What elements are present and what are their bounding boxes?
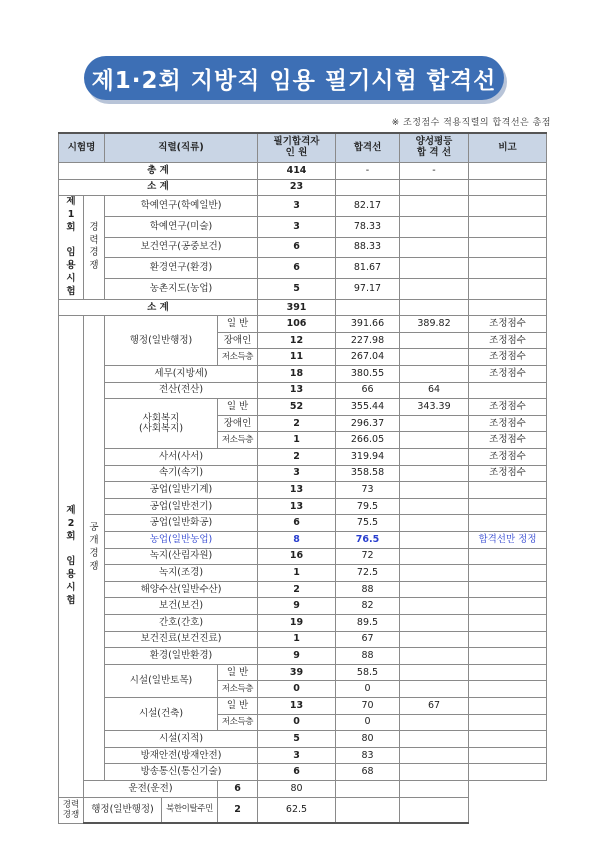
- adjusted-score-note: ※ 조정점수 적용직렬의 합격선은 총점: [391, 118, 551, 128]
- table-row: 보건진료(보건진료) 1 67: [59, 631, 547, 648]
- table-row: 세무(지방세) 18 380.55 조정점수: [59, 366, 547, 383]
- page-title: 제1·2회 지방직 임용 필기시험 합격선: [91, 67, 497, 94]
- table-row: 저소득층 11 267.04 조정점수: [59, 349, 547, 366]
- table-row: 시설(지적) 5 80: [59, 731, 547, 748]
- table-row: 사회복지 (사회복지) 일 반 52 355.44 343.39 조정점수: [59, 399, 547, 416]
- total-row: [59, 163, 547, 180]
- exam2-track-open: 공 개 경 쟁: [84, 316, 105, 781]
- table-row: 시설(건축) 일 반 13 70 67: [59, 697, 547, 714]
- table-row: 속기(속기) 3 358.58 조정점수: [59, 465, 547, 482]
- exam2-subtotal-count: 391: [258, 299, 336, 316]
- exam2-name: 제 2 회 임 용 시 험: [59, 316, 84, 797]
- welfare-job: 사회복지 (사회복지): [105, 399, 218, 449]
- table-row: 보건연구(공중보건) 6 88.33: [59, 237, 547, 258]
- exam2-subtotal-label: 소 계: [59, 299, 258, 316]
- civil-job: 시설(일반토목): [105, 664, 218, 697]
- admin-job: 행정(일반행정): [105, 316, 218, 366]
- header-row: [59, 133, 547, 163]
- header-cutoff: 합격선: [336, 133, 400, 163]
- cutoff-table: [58, 132, 547, 824]
- table-row: 학예연구(미술) 3 78.33: [59, 216, 547, 237]
- table-row: 공업(일반기계) 13 73: [59, 482, 547, 499]
- arch-job: 시설(건축): [105, 697, 218, 730]
- table-row: 농촌지도(농업) 5 97.17: [59, 278, 547, 299]
- corrected-row: 농업(일반농업) 8 76.5 합격선만 정정: [59, 532, 547, 549]
- exam1-name: 제 1 회 임 용 시 험: [59, 196, 84, 300]
- table-row: 시설(일반토목) 일 반 39 58.5: [59, 664, 547, 681]
- table-row: 장애인 2 296.37 조정점수: [59, 415, 547, 432]
- header-passers: 필기합격자 인 원: [258, 133, 336, 163]
- total-cutoff: -: [336, 163, 400, 180]
- table-row: 장애인 12 227.98 조정점수: [59, 332, 547, 349]
- table-row: 간호(간호) 19 89.5: [59, 614, 547, 631]
- table-row: 환경(일반환경) 9 88: [59, 648, 547, 665]
- table-row: 저소득층 0 0: [59, 714, 547, 731]
- table-row: 운전(운전) 6 80: [59, 780, 547, 797]
- table-row: 녹지(조경) 1 72.5: [59, 565, 547, 582]
- table-row: 전산(전산) 13 66 64: [59, 382, 547, 399]
- exam2-track-career: 경력 경쟁: [59, 797, 84, 823]
- table-row: 녹지(산림자원) 16 72: [59, 548, 547, 565]
- header-exam: 시험명: [59, 133, 105, 163]
- header-remarks: 비고: [469, 133, 547, 163]
- table-row: 보건(보건) 9 82: [59, 598, 547, 615]
- total-count: 414: [258, 163, 336, 180]
- table-row: 저소득층 1 266.05 조정점수: [59, 432, 547, 449]
- table-row: 공업(일반화공) 6 75.5: [59, 515, 547, 532]
- table-row: 공업(일반전기) 13 79.5: [59, 498, 547, 515]
- table-row: 사서(사서) 2 319.94 조정점수: [59, 449, 547, 466]
- header-equality: 양성평등 합 격 선: [400, 133, 469, 163]
- table-row: 방송통신(통신기술) 6 68: [59, 764, 547, 781]
- header-job: 직렬(직류): [105, 133, 258, 163]
- table-row: 경력 경쟁 행정(일반행정) 북한이탈주민 2 62.5: [59, 797, 547, 823]
- table-row: 해양수산(일반수산) 2 88: [59, 581, 547, 598]
- exam1-subtotal-label: 소 계: [59, 179, 258, 196]
- table-row: 저소득층 0 0: [59, 681, 547, 698]
- table-row: 제 1 회 임 용 시 험 경 력 경 쟁 학예연구(학예일반) 3 82.17: [59, 196, 547, 217]
- exam1-subtotal-row: [59, 179, 547, 196]
- table-row: 방재안전(방재안전) 3 83: [59, 747, 547, 764]
- total-label: 총 계: [59, 163, 258, 180]
- total-equality: -: [400, 163, 469, 180]
- exam1-track: 경 력 경 쟁: [84, 196, 105, 300]
- title-banner: [84, 56, 504, 100]
- exam1-subtotal-count: 23: [258, 179, 336, 196]
- table-row: 제 2 회 임 용 시 험 공 개 경 쟁 행정(일반행정) 일 반 106 391.66 389.82 조정점수: [59, 316, 547, 333]
- table-row: 환경연구(환경) 6 81.67: [59, 258, 547, 279]
- exam2-subtotal-row: [59, 299, 547, 316]
